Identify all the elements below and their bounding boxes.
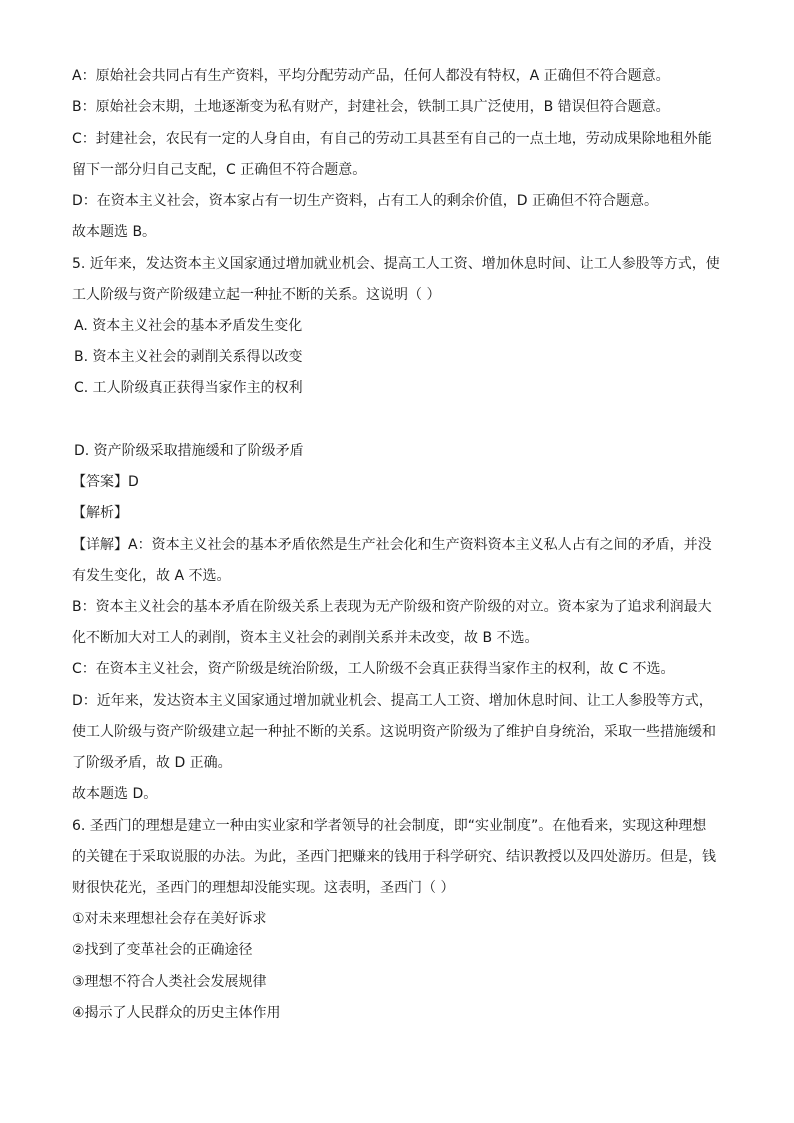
q5-stem-line2: 工人阶级与资产阶级建立起一种扯不断的关系。这说明（ ） (72, 287, 441, 303)
q6-item-1: ①对未来理想社会存在美好诉求 (72, 911, 267, 927)
q5-detail-d-line3: 了阶级矛盾，故 D 正确。 (72, 755, 232, 771)
q6-stem-line2: 的关键在于采取说服的办法。为此，圣西门把赚来的钱用于科学研究、结识教授以及四处游历。但是，钱 (72, 849, 716, 865)
q5-option-b: B. 资本主义社会的剥削关系得以改变 (74, 349, 303, 365)
q5-stem-line1: 5. 近年来，发达资本主义国家通过增加就业机会、提高工人工资、增加休息时间、让工人参股等方式，使 (72, 256, 720, 272)
prev-explanation-a: A：原始社会共同占有生产资料，平均分配劳动产品，任何人都没有特权，A 正确但不符合题意。 (72, 68, 670, 84)
q5-analysis-header: 【解析】 (72, 505, 128, 521)
q5-option-c: C. 工人阶级真正获得当家作主的权利 (74, 380, 303, 396)
q5-detail-line2: 有发生变化，故 A 不选。 (72, 568, 231, 584)
q5-detail-d-line2: 使工人阶级与资产阶级建立起一种扯不断的关系。这说明资产阶级为了维护自身统治，采取一些措施缓和 (72, 724, 716, 740)
q5-detail-b-line1: B：资本主义社会的基本矛盾在阶级关系上表现为无产阶级和资产阶级的对立。资本家为了追求利润最大 (72, 599, 712, 615)
q5-answer: 【答案】D (72, 474, 139, 490)
prev-conclusion: 故本题选 B。 (72, 224, 157, 240)
q5-detail-d-line1: D：近年来，发达资本主义国家通过增加就业机会、提高工人工资、增加休息时间、让工人参股等方式， (72, 693, 713, 709)
prev-explanation-b: B：原始社会末期，土地逐渐变为私有财产，封建社会，铁制工具广泛使用，B 错误但符合题意。 (72, 99, 670, 115)
q5-detail-line1: 【详解】A：资本主义社会的基本矛盾依然是生产社会化和生产资料资本主义私人占有之间的矛盾，并没 (72, 537, 712, 553)
q5-option-a: A. 资本主义社会的基本矛盾发生变化 (74, 318, 303, 334)
q6-stem-line3: 财很快花光，圣西门的理想却没能实现。这表明，圣西门（ ） (72, 880, 455, 896)
prev-explanation-c-line2: 留下一部分归自己支配，C 正确但不符合题意。 (72, 162, 367, 178)
q6-item-3: ③理想不符合人类社会发展规律 (72, 974, 267, 990)
prev-explanation-d: D：在资本主义社会，资本家占有一切生产资料，占有工人的剩余价值，D 正确但不符合题意。 (72, 193, 659, 209)
q6-stem-line1: 6. 圣西门的理想是建立一种由实业家和学者领导的社会制度，即“实业制度”。在他看来，实现这种理想 (72, 818, 707, 834)
q5-detail-b-line2: 化不断加大对工人的剥削，资本主义社会的剥削关系并未改变，故 B 不选。 (72, 630, 539, 646)
q5-detail-c: C：在资本主义社会，资产阶级是统治阶级，工人阶级不会真正获得当家作主的权利，故 C 不选。 (72, 661, 675, 677)
q5-conclusion: 故本题选 D。 (72, 786, 158, 802)
q5-option-d: D. 资产阶级采取措施缓和了阶级矛盾 (74, 443, 304, 459)
prev-explanation-c-line1: C：封建社会，农民有一定的人身自由，有自己的劳动工具甚至有自己的一点土地，劳动成果除地租外能 (72, 131, 712, 147)
q6-item-4: ④揭示了人民群众的历史主体作用 (72, 1005, 281, 1021)
q6-item-2: ②找到了变革社会的正确途径 (72, 942, 253, 958)
